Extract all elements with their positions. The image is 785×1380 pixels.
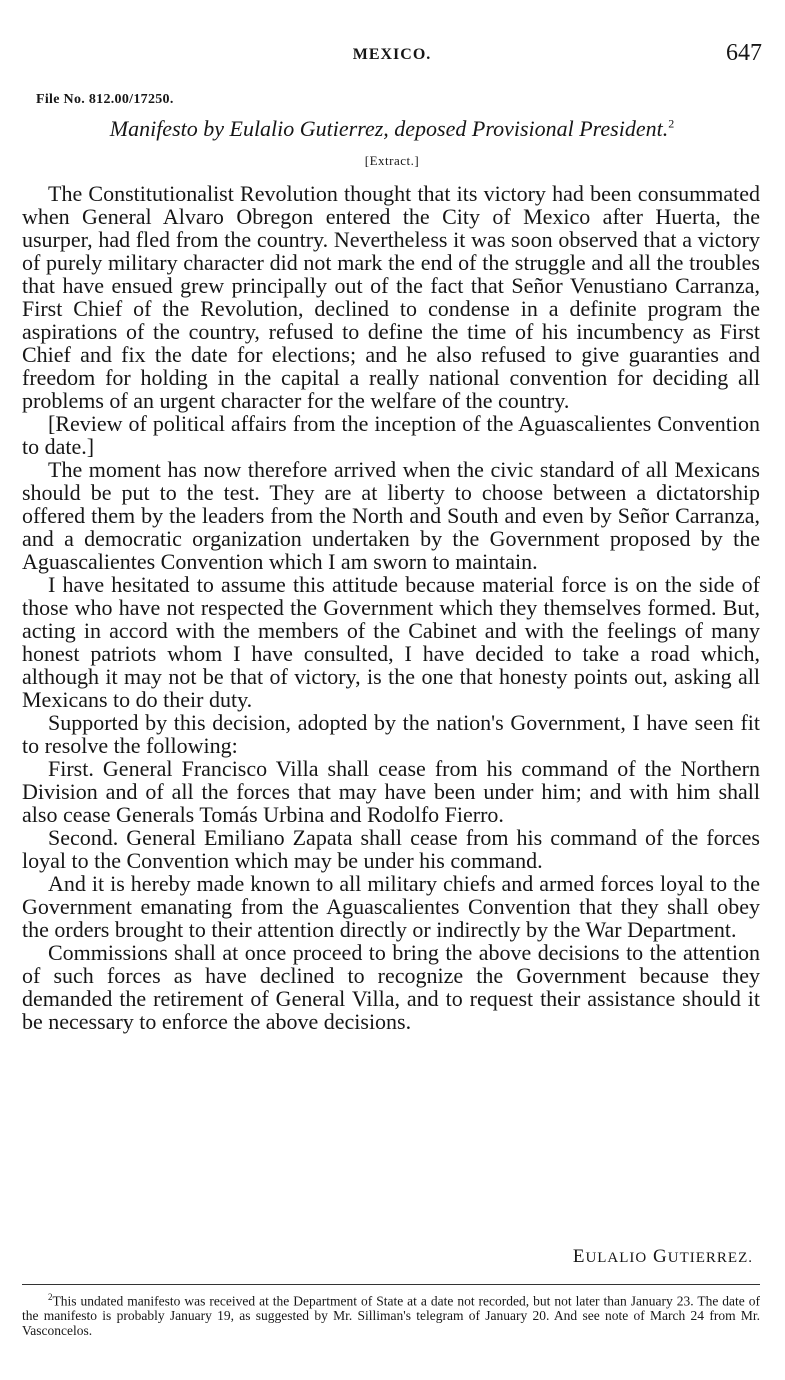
- body-text: [22, 182, 760, 1033]
- paragraph: Supported by this decision, adopted by the nation's Government, I have seen fit to resolve the following:: [22, 710, 760, 758]
- document-title: [22, 116, 762, 142]
- signature: [573, 1246, 753, 1268]
- extract-tag: [Extract.]: [364, 153, 420, 168]
- paragraph: And it is hereby made known to all military chiefs and armed forces loyal to the Government emanating from the Aguascalientes Convention that they shall obey the orders brought to their attention directly or indirectly by the War Department.: [22, 871, 760, 942]
- footnote-reference: 2: [668, 116, 675, 131]
- footnote: [22, 1290, 760, 1338]
- signature-first-name: ULALIO: [585, 1250, 648, 1266]
- paragraph: I have hesitated to assume this attitude because material force is on the side of those who have not respected the Government which they themselves formed. But, acting in accord with the members of the Cabinet and with the feelings of many honest patriots whom I have consulted, I have decided to take a road which, although it may not be that of victory, is the one that honesty points out, asking all Mexicans to do their duty.: [22, 572, 760, 712]
- page-number: 647: [726, 40, 762, 66]
- footnote-marker: 2: [48, 1292, 53, 1302]
- paragraph: Commissions shall at once proceed to bring the above decisions to the attention of such forces as have declined to recognize the Government because they demanded the retirement of General Villa, and to request their assistance should it be necessary to enforce the above decisions.: [22, 940, 760, 1034]
- footnote-rule: [22, 1284, 760, 1285]
- paragraph: Second. General Emiliano Zapata shall cease from his command of the forces loyal to the Convention which may be under his command.: [22, 825, 760, 873]
- paragraph: The Constitutionalist Revolution thought that its victory had been consummated when General Alvaro Obregon entered the City of Mexico after Huerta, the usurper, had fled from the country. Nevertheless it was soon observed that a victory of purely military character did not mark the end of the struggle and all the troubles that have ensued grew principally out of the fact that Señor Venustiano Carranza, First Chief of the Revolution, declined to condense in a definite program the aspirations of the country, refused to define the time of his incumbency as First Chief and fix the date for elections; and he also refused to give guaranties and freedom for holding in the capital a really national convention for deciding all problems of an urgent character for the welfare of the country.: [22, 181, 760, 413]
- document-title-text: Manifesto by Eulalio Gutierrez, deposed Provisional President.: [109, 116, 669, 141]
- page-header: [22, 40, 762, 70]
- signature-initial: G: [653, 1246, 668, 1267]
- file-number: File No. 812.00/17250.: [36, 92, 174, 107]
- paragraph: The moment has now therefore arrived when the civic standard of all Mexicans should be put to the test. They are at liberty to choose between a dictatorship offered them by the leaders from the North and South and even by Señor Carranza, and a democratic organization undertaken by the Government proposed by the Aguascalientes Convention which I am sworn to maintain.: [22, 457, 760, 574]
- footnote-text: This undated manifesto was received at the Department of State at a date not recorded, but not later than January 23. The date of the manifesto is probably January 19, as suggested by Mr. Silliman's telegram of January 20. And see note of March 24 from Mr. Vasconcelos.: [22, 1293, 760, 1338]
- running-title: MEXICO.: [352, 46, 432, 63]
- signature-last-name: UTIERREZ.: [667, 1250, 753, 1266]
- paragraph: [Review of political affairs from the inception of the Aguascalientes Convention to date.]: [22, 411, 760, 459]
- paragraph: First. General Francisco Villa shall cease from his command of the Northern Division and of all the forces that may have been under him; and with him shall also cease Generals Tomás Urbina and Rodolfo Fierro.: [22, 756, 760, 827]
- signature-initial: E: [572, 1246, 586, 1267]
